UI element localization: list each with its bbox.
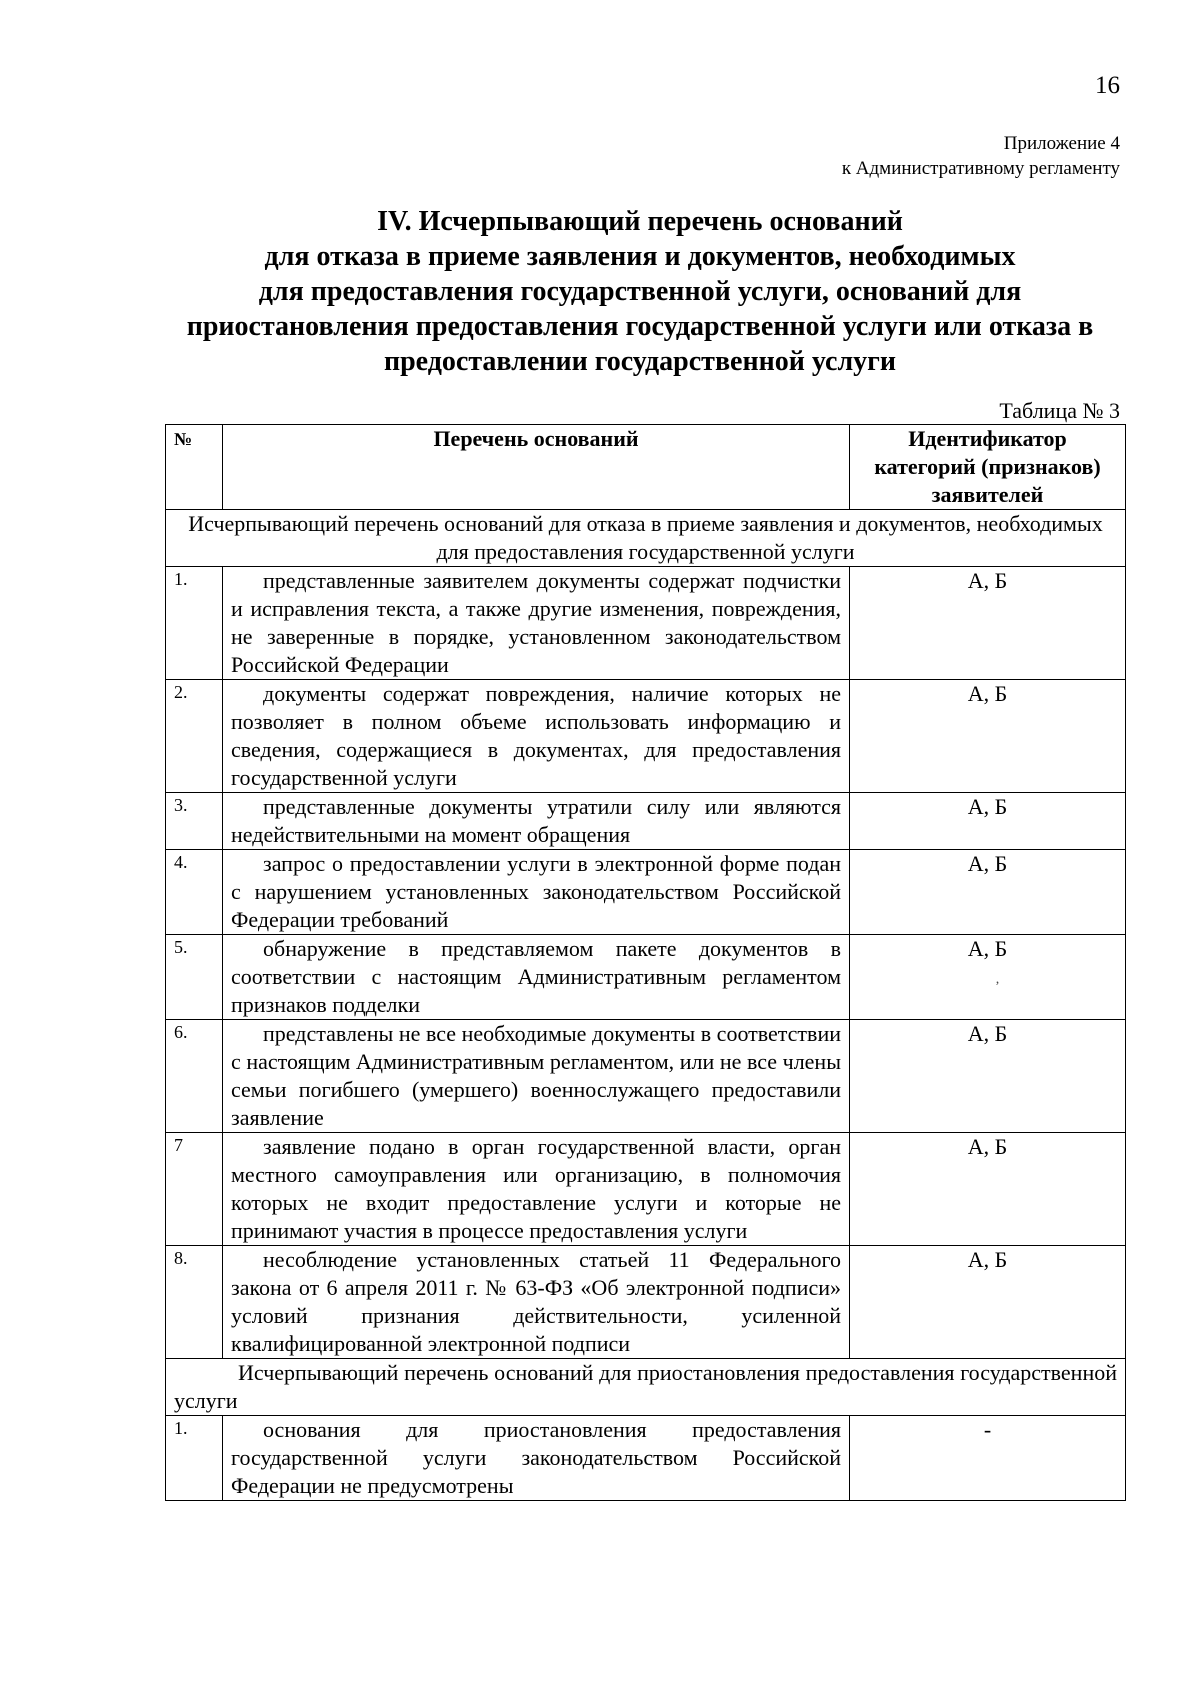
table-row — [166, 1416, 1126, 1501]
appendix-line-2: к Административному регламенту — [841, 158, 1120, 179]
table-row — [166, 680, 1126, 793]
row-identifier: А, Б — [967, 936, 1008, 961]
table-header-row — [166, 425, 1126, 510]
row-identifier: А, Б — [850, 793, 1126, 850]
row-num: 1. — [166, 567, 223, 680]
table-row — [166, 1133, 1126, 1246]
table-row — [166, 793, 1126, 850]
scan-mark: , — [995, 972, 1000, 987]
table-caption: Таблица № 3 — [999, 398, 1120, 423]
heading-line-5: предоставлении государственной услуги — [383, 346, 897, 377]
heading-line-2: для отказа в приеме заявления и документов, необходимых — [264, 241, 1016, 272]
row-identifier: А, Б — [850, 1020, 1126, 1133]
table-row — [166, 1246, 1126, 1359]
row-text: представленные документы утратили силу или являются недействительными на момент обращения — [223, 793, 850, 850]
header-num: № — [166, 425, 223, 510]
section-row — [166, 1359, 1126, 1416]
section-title-suspension: Исчерпывающий перечень оснований для приостановления предоставления государственной услуги — [166, 1359, 1126, 1416]
row-num: 6. — [166, 1020, 223, 1133]
table-row — [166, 850, 1126, 935]
table-row — [166, 935, 1126, 1020]
row-num: 5. — [166, 935, 223, 1020]
row-identifier: А, Б — [850, 850, 1126, 935]
row-text: обнаружение в представляемом пакете документов в соответствии с настоящим Административным регламентом признаков подделки — [223, 935, 850, 1020]
section-row — [166, 510, 1126, 567]
row-text: основания для приостановления предоставления государственной услуги законодательством Российской Федерации не предусмотрены — [223, 1416, 850, 1501]
row-text: представлены не все необходимые документы в соответствии с настоящим Административным регламентом, или не все члены семьи погибшего (умершего) военнослужащего предоставили заявление — [223, 1020, 850, 1133]
header-identifier: Идентификатор категорий (признаков) заявителей — [850, 425, 1126, 510]
heading-line-4: приостановления предоставления государственной услуги или отказа в — [186, 311, 1094, 342]
row-identifier: - — [850, 1416, 1126, 1501]
row-num: 1. — [166, 1416, 223, 1501]
page-number: 16 — [1095, 72, 1120, 99]
heading-line-3: для предоставления государственной услуги, оснований для — [258, 276, 1022, 307]
appendix-line-1: Приложение 4 — [1003, 133, 1120, 154]
header-grounds: Перечень оснований — [223, 425, 850, 510]
row-text: документы содержат повреждения, наличие которых не позволяет в полном объеме использовать информацию и сведения, содержащиеся в документах, для предоставления государственной услуги — [223, 680, 850, 793]
row-text: запрос о предоставлении услуги в электронной форме подан с нарушением установленных законодательством Российской Федерации требований — [223, 850, 850, 935]
row-text: представленные заявителем документы содержат подчистки и исправления текста, а также другие изменения, повреждения, не заверенные в порядке, установленном законодательством Российской Федерации — [223, 567, 850, 680]
appendix-note — [700, 131, 1120, 181]
row-num: 8. — [166, 1246, 223, 1359]
row-identifier: А, Б — [850, 567, 1126, 680]
row-num: 4. — [166, 850, 223, 935]
row-identifier: А, Б — [850, 1133, 1126, 1246]
row-identifier: А, Б — [850, 680, 1126, 793]
document-heading — [160, 204, 1120, 379]
row-identifier-cell — [850, 935, 1126, 1020]
section-title-refusal: Исчерпывающий перечень оснований для отказа в приеме заявления и документов, необходимых для предоставления государственной услуги — [166, 510, 1126, 567]
row-num: 2. — [166, 680, 223, 793]
row-num: 7 — [166, 1133, 223, 1246]
heading-line-1: IV. Исчерпывающий перечень оснований — [377, 206, 903, 237]
row-num: 3. — [166, 793, 223, 850]
row-text: заявление подано в орган государственной власти, орган местного самоуправления или организацию, в полномочия которых не входит предоставление услуги и которые не принимают участия в процессе предоставления услуги — [223, 1133, 850, 1246]
grounds-table — [165, 424, 1126, 1501]
row-text: несоблюдение установленных статьей 11 Федерального закона от 6 апреля 2011 г. № 63-ФЗ «Об электронной подписи» условий признания действительности, усиленной квалифицированной электронной подписи — [223, 1246, 850, 1359]
table-row — [166, 567, 1126, 680]
row-identifier: А, Б — [850, 1246, 1126, 1359]
table-row — [166, 1020, 1126, 1133]
